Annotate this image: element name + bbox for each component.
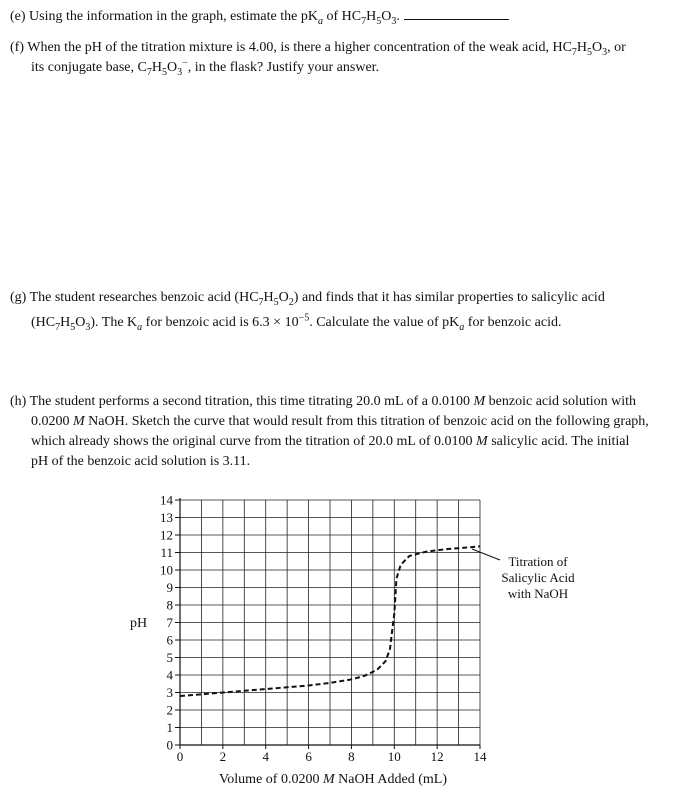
question-e-label: (e) [10,9,26,24]
y-tick-label: 10 [160,562,173,578]
x-axis-label: Volume of 0.0200 M NaOH Added (mL) [218,772,448,787]
question-h-line-1: (h) The student performs a second titration, this time titrating 20.0 mL of a 0.0100 M benzoic acid solution with [10,394,637,409]
x-tick-label: 14 [473,749,487,764]
y-tick-label: 1 [166,720,173,735]
x-tick-label: 0 [176,749,184,764]
y-tick-label: 12 [160,527,173,543]
y-tick-label: 3 [166,685,173,700]
y-tick-label: 6 [166,632,173,648]
x-tick-label: 10 [387,749,401,764]
y-tick-label: 11 [160,545,173,560]
y-tick-label: 7 [166,615,173,630]
y-axis-label: pH [130,616,148,631]
chart-grid [180,500,480,745]
annotation-leader-line [472,549,500,560]
x-tick-label: 4 [262,749,269,764]
question-f-line-1: (f) When the pH of the titration mixture is 4.00, is there a higher concentration of the weak acid, $HC_7H_5O_3$, or [10,40,626,58]
y-tick-label: 8 [166,597,173,613]
question-h-line-3: which already shows the original curve from the titration of 20.0 mL of 0.0100 M salicylic acid. The initial [31,434,630,449]
x-tick-label: 12 [430,749,444,764]
annotation-line-1: Titration of [508,554,568,569]
question-h-line-2: 0.0200 M NaOH. Sketch the curve that would result from this titration of benzoic acid on the following graph, [31,414,649,429]
y-tick-label: 0 [166,737,173,753]
y-tick-label: 2 [166,702,173,718]
annotation-line-3: with NaOH [507,586,569,601]
annotation-line-2: Salicylic Acid [501,570,575,585]
question-g-line-1: (g) The student researches benzoic acid $(HC_7H_5O_2)$ and finds that it has similar properties to salicylic acid [10,290,605,308]
y-tick-label: 9 [166,580,173,595]
chart-ticks [160,493,487,765]
question-g-line-2: $(HC_7H_5O_3)$. The $K_a$ for benzoic acid is $6.3 \times 10^{-5}$. Calculate the value of $pK_a$ for benzoic acid. [31,312,562,333]
x-tick-label: 2 [219,749,227,764]
y-tick-label: 14 [160,492,173,508]
y-tick-label: 5 [166,650,173,665]
question-h-line-4: pH of the benzoic acid solution is 3.11. [31,454,251,469]
y-tick-label: 4 [166,667,173,683]
x-tick-label: 8 [348,749,355,764]
y-tick-label: 13 [160,510,173,525]
x-tick-label: 6 [305,749,312,764]
question-e-text: Using the information in the graph, estimate the $pK_a$ of $HC_7H_5O_3$. [29,9,400,27]
question-f-line-2: its conjugate base, $C_7H_5O_3^-$, in the flask? Justify your answer. [31,57,380,78]
